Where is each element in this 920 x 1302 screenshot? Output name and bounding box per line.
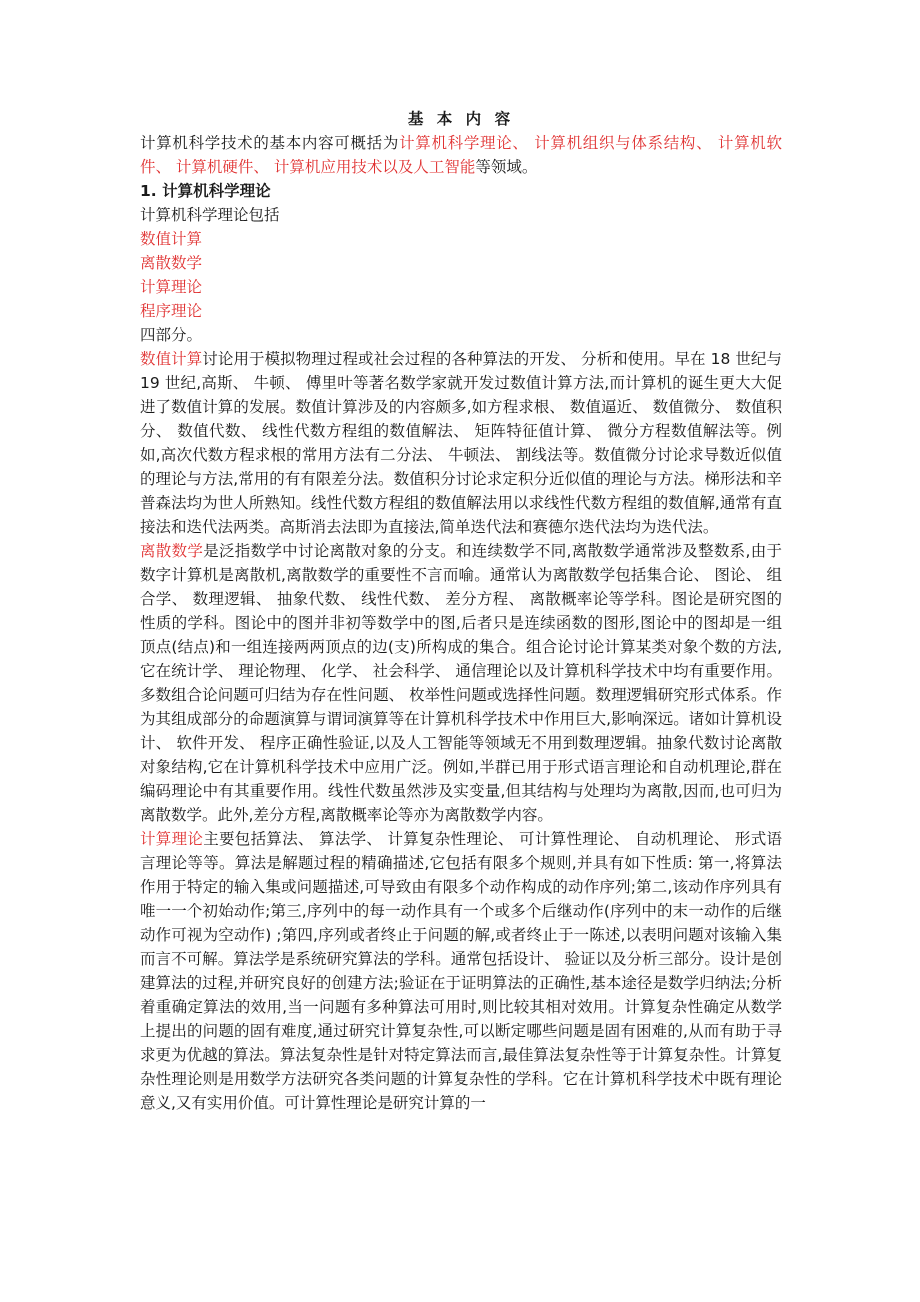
intro-tail: 等领域。	[475, 158, 538, 176]
list-item: 计算理论	[140, 278, 203, 296]
paragraph-text: 主要包括算法、 算法学、 计算复杂性理论、 可计算性理论、 自动机理论、 形式语言理论等等。算法是解题过程的精确描述,它包括有限多个规则,并具有如下性质: 第一,将算法作用于特定的输入集或问题描述,可导致由有限多个动作构成的动作序列;第二,该动作序列具有唯一一个初始动作;第三,序列中的每一动作具有一个或多个后继动作(序列中的末一动作的后继动作可视为空动作) ;第四,序列或者终止于问题的解,或者终止于一陈述,以表明问题对该输入集而言不可解。算法学是系统研究算法的学科。通常包括设计、 验证以及分析三部分。设计是创建算法的过程,并研究良好的创建方法;验证在于证明算法的正确性,基本途径是数学归纳法;分析着重确定算法的效用,当一问题有多种算法可用时,则比较其相对效用。计算复杂性确定从数学上提出的问题的固有难度,通过研究计算复杂性,可以断定哪些问题是固有困难的,从而有助于寻求更为优越的算法。算法复杂性是针对特定算法而言,最佳算法复杂性等于计算复杂性。计算复杂性理论则是用数学方法研究各类问题的计算复杂性的学科。它在计算机科学技术中既有理论意义,又有实用价值。可计算性理论是研究计算的一	[140, 830, 782, 1112]
intro-fields: 计算机科学理论、 计算机组织与体系结构、 计算机软件、 计算机硬件、 计算机应用技术以及人工智能	[140, 134, 782, 176]
section-lead: 计算机科学理论包括	[140, 206, 280, 224]
paragraph-discrete	[140, 539, 782, 827]
paragraph-text: 是泛指数学中讨论离散对象的分支。和连续数学不同,离散数学通常涉及整数系,由于数字计算机是离散机,离散数学的重要性不言而喻。通常认为离散数学包括集合论、 图论、 组合学、 数理逻辑、 抽象代数、 线性代数、 差分方程、 离散概率论等学科。图论是研究图的性质的学科。图论中的图并非初等数学中的图,后者只是连续函数的图形,图论中的图却是一组顶点(结点)和一组连接两两顶点的边(支)所构成的集合。组合论讨论计算某类对象个数的方法,它在统计学、 理论物理、 化学、 社会科学、 通信理论以及计算机科学技术中均有重要作用。多数组合论问题可归结为存在性问题、 枚举性问题或选择性问题。数理逻辑研究形式体系。作为其组成部分的命题演算与谓词演算等在计算机科学技术中作用巨大,影响深远。诸如计算机设计、 软件开发、 程序正确性验证,以及人工智能等领域无不用到数理逻辑。抽象代数讨论离散对象结构,它在计算机科学技术中应用广泛。例如,半群已用于形式语言理论和自动机理论,群在编码理论中有其重要作用。线性代数虽然涉及实变量,但其结构与处理均为离散,因而,也可归为离散数学。此外,差分方程,离散概率论等亦为离散数学内容。	[140, 542, 782, 824]
paragraph-text: 讨论用于模拟物理过程或社会过程的各种算法的开发、 分析和使用。早在 18 世纪与 19 世纪,高斯、 牛顿、 傅里叶等著名数学家就开发过数值计算方法,而计算机的诞生更大大促进了数值计算的发展。数值计算涉及的内容颇多,如方程求根、 数值逼近、 数值微分、 数值积分、 数值代数、 线性代数方程组的数值解法、 矩阵特征值计算、 微分方程数值解法等。例如,高次代数方程求根的常用方法有二分法、 牛顿法、 割线法等。数值微分讨论求导数近似值的理论与方法,常用的有有限差分法。数值积分讨论求定积分近似值的理论与方法。梯形法和辛普森法均为世人所熟知。线性代数方程组的数值解法用以求线性代数方程组的数值解,通常有直接法和迭代法两类。高斯消去法即为直接法,简单迭代法和赛德尔迭代法均为迭代法。	[140, 350, 782, 536]
term-highlight: 离散数学	[140, 542, 204, 560]
list-item: 离散数学	[140, 254, 203, 272]
page-title: 基 本 内 容	[407, 110, 515, 128]
term-highlight: 计算理论	[140, 830, 204, 848]
document-page	[140, 107, 782, 1115]
intro-lead: 计算机科学技术的基本内容可概括为	[140, 134, 400, 152]
term-highlight: 数值计算	[140, 350, 203, 368]
list-item: 数值计算	[140, 230, 203, 248]
list-item: 程序理论	[140, 302, 203, 320]
section-heading: 1. 计算机科学理论	[140, 182, 271, 200]
paragraph-numerical	[140, 347, 782, 539]
section-tail: 四部分。	[140, 326, 203, 344]
paragraph-computation	[140, 827, 782, 1115]
intro-paragraph	[140, 131, 782, 179]
